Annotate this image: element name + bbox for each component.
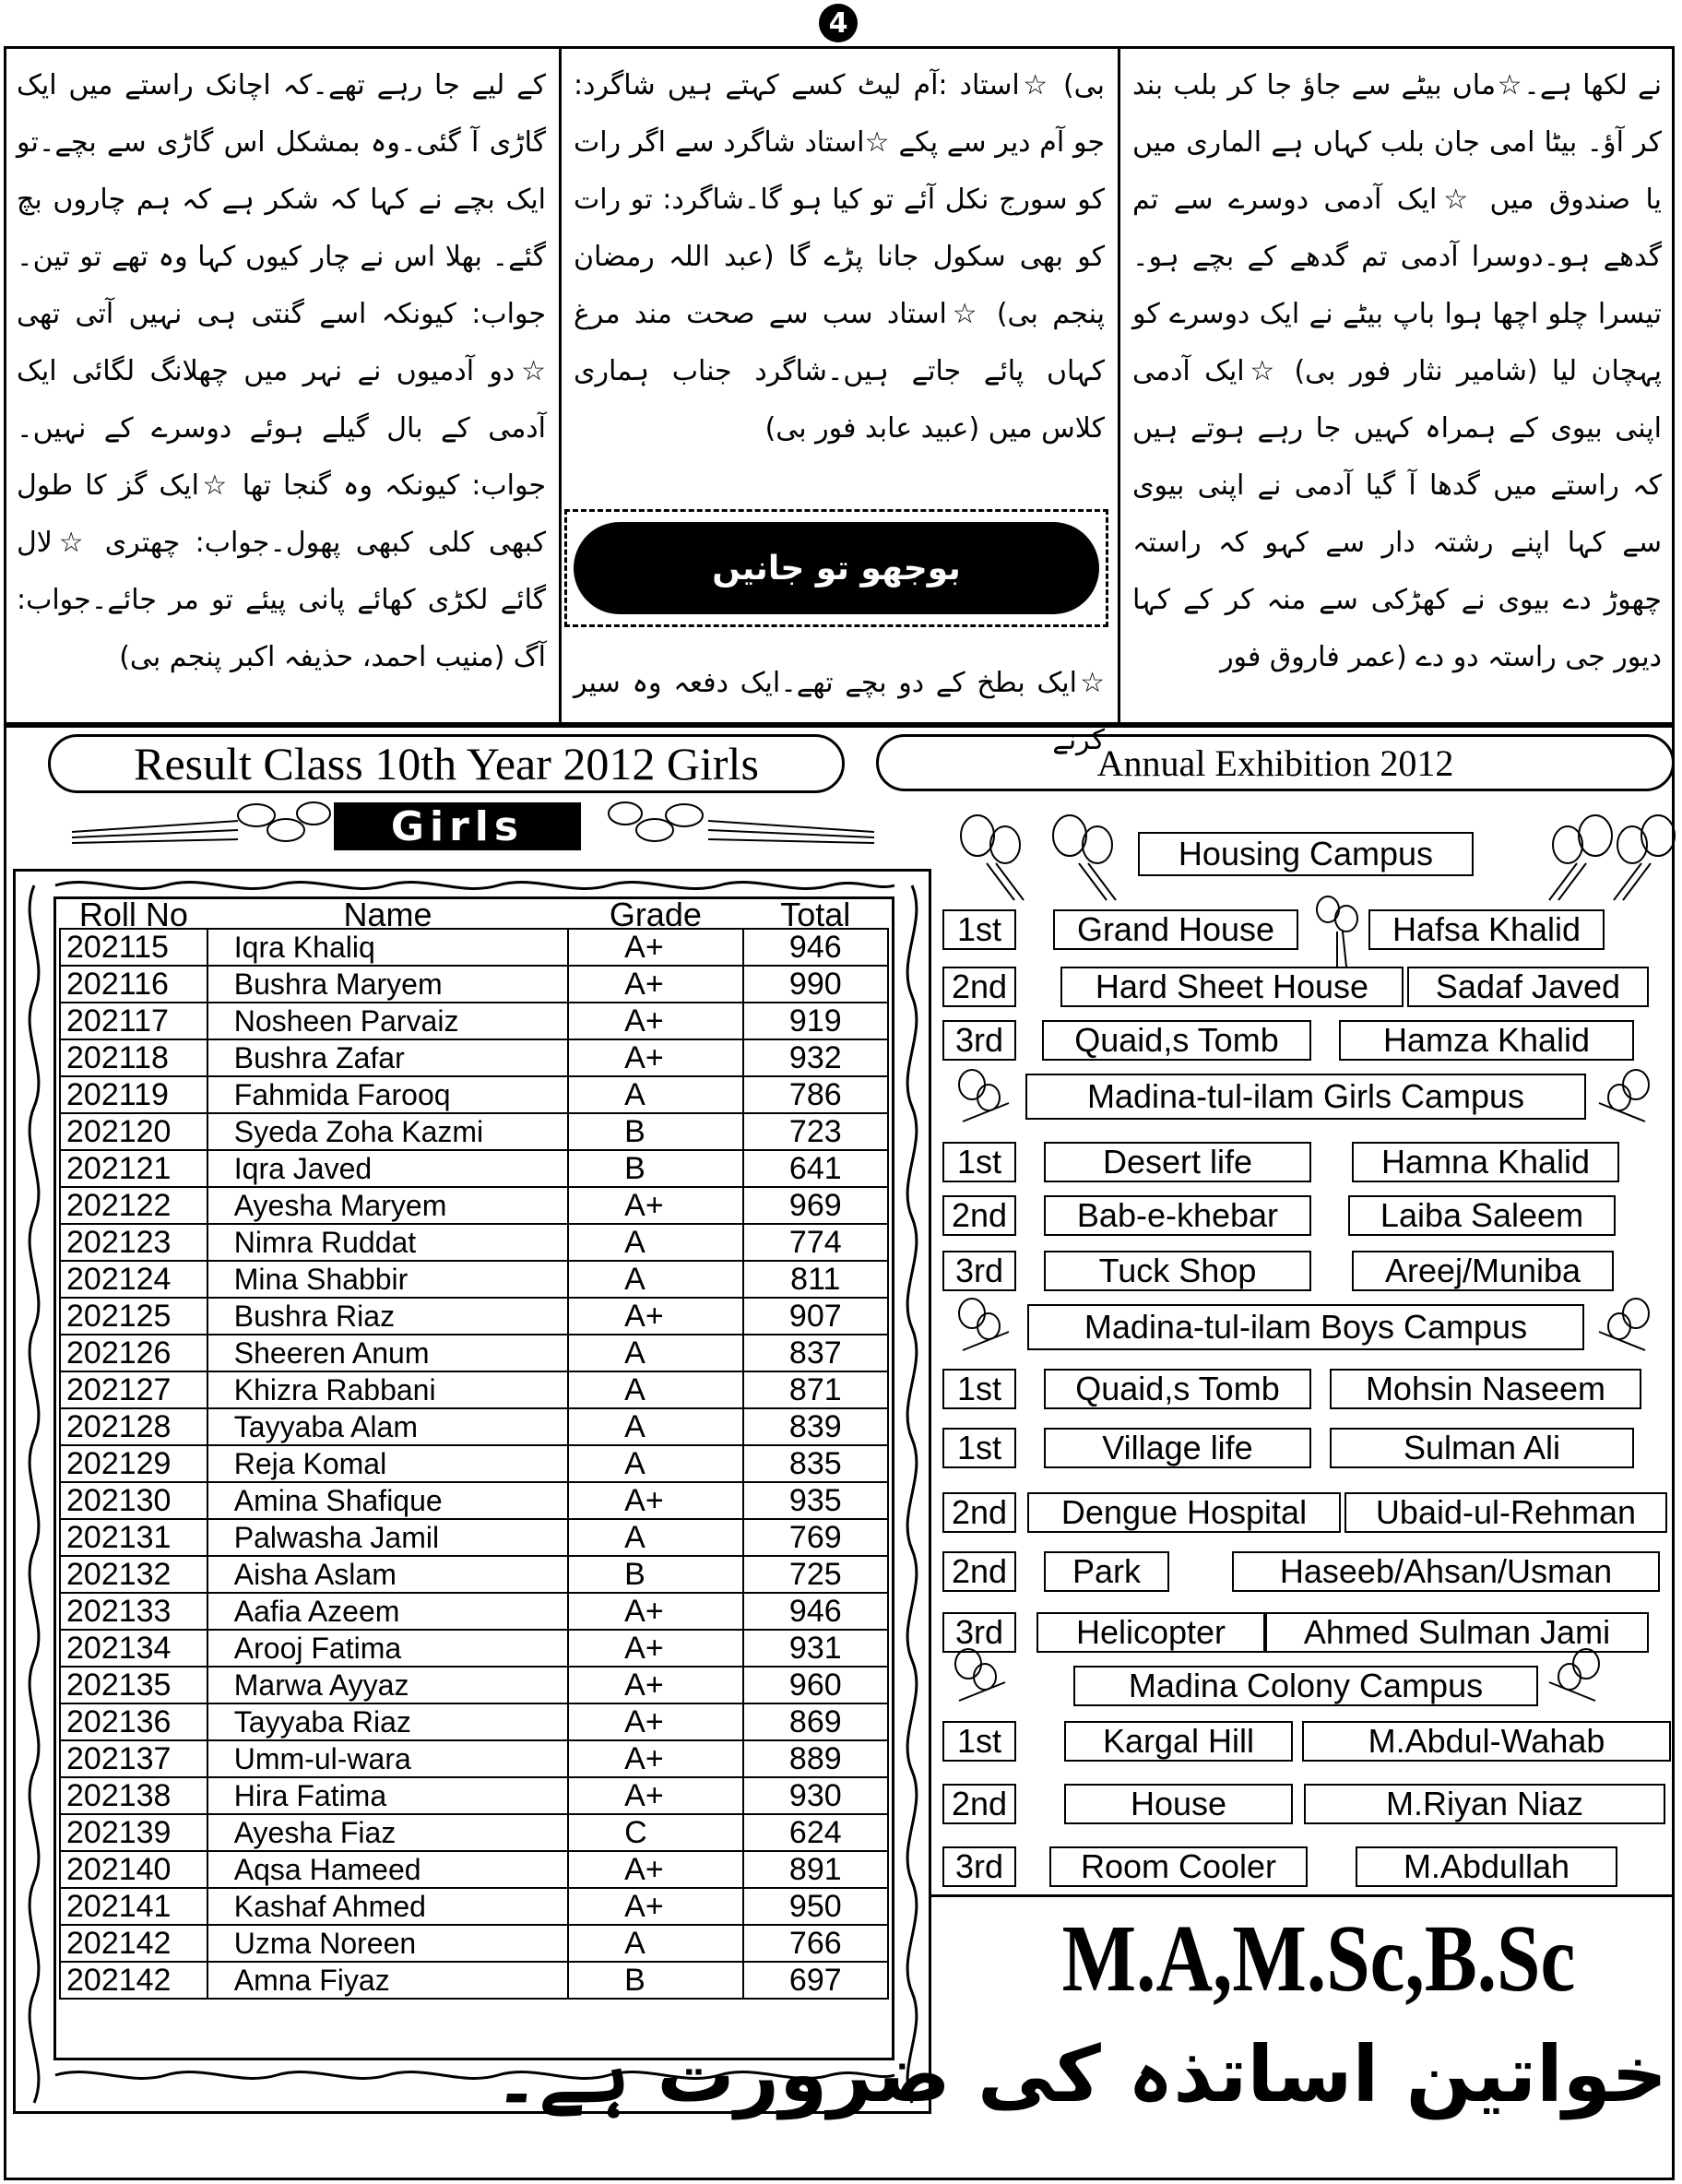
total-cell: 624 <box>743 1814 888 1851</box>
student-name-cell: Nimra Ruddat <box>207 1224 568 1261</box>
total-cell: 766 <box>743 1925 888 1962</box>
roll-no-cell: 202140 <box>60 1851 207 1888</box>
grade-cell: A+ <box>568 1187 742 1224</box>
urdu-text-middle: بی) ☆استاد :آم لیٹ کسے کہتے ہیں شاگرد: جو آم دیر سے پکے ☆استاد شاگرد سے اگر رات کو سورج نکل آئے تو کیا ہو گا۔شاگرد: تو رات کو بھی سکول جانا پڑے گا (عبد اللہ رمضان پنجم بی) ☆استاد سب سے صحت مند مرغ کہاں پائے جاتے ہیں۔شاگرد جناب ہماری کلاس میں (عبید عابد فور بی) <box>574 69 1105 445</box>
total-cell: 697 <box>743 1962 888 1999</box>
exhibition-title: Annual Exhibition 2012 <box>876 734 1675 791</box>
table-row <box>60 1703 888 1740</box>
result-table-header <box>60 902 888 929</box>
roll-no-cell: 202139 <box>60 1814 207 1851</box>
roll-no-cell: 202117 <box>60 1003 207 1039</box>
roll-no-cell: 202141 <box>60 1888 207 1925</box>
total-cell: 811 <box>743 1261 888 1298</box>
total-cell: 930 <box>743 1777 888 1814</box>
grade-cell: A+ <box>568 1039 742 1076</box>
roll-no-cell: 202133 <box>60 1593 207 1630</box>
rank-badge: 3rd <box>942 1612 1016 1653</box>
project-name: Tuck Shop <box>1044 1251 1311 1291</box>
grade-cell: A <box>568 1076 742 1113</box>
roll-no-cell: 202128 <box>60 1408 207 1445</box>
urdu-text-right: نے لکھا ہے۔☆ماں بیٹے سے جاؤ جا کر بلب بند کر آؤ۔ بیٹا امی جان بلب کہاں ہے الماری میں یا صندوق میں ☆ایک آدمی دوسرے سے تم گدھے ہو۔دوسرا آدمی تم گدھے کے بچے ہو۔تیسرا چلو اچھا ہوا باپ بیٹے نے ایک دوسرے کو پہچان لیا (شامیر نثار فور بی) ☆ایک آدمی اپنی بیوی کے ہمراہ کہیں جا رہے ہوتے ہیں کہ راستے میں گدھا آ گیا آدمی نے اپنی بیوی سے کہا اپنے رشتہ دار سے کہو کہ راستہ چھوڑ دے بیوی نے کھڑکی سے منہ کر کے کہا دیور جی راستہ دو دے (عمر فاروق فور <box>1132 69 1662 673</box>
student-name-cell: Arooj Fatima <box>207 1630 568 1667</box>
student-name: Sulman Ali <box>1330 1428 1634 1468</box>
total-cell: 871 <box>743 1371 888 1408</box>
table-row <box>60 1777 888 1814</box>
urdu-column-middle <box>564 53 1114 505</box>
total-cell: 769 <box>743 1519 888 1556</box>
grade-cell: B <box>568 1962 742 1999</box>
table-row <box>60 1888 888 1925</box>
roll-no-cell: 202121 <box>60 1150 207 1187</box>
table-row <box>60 1445 888 1482</box>
project-name: Quaid,s Tomb <box>1044 1369 1311 1409</box>
student-name-cell: Kashaf Ahmed <box>207 1888 568 1925</box>
campus-boys: Madina-tul-ilam Boys Campus <box>1027 1304 1584 1350</box>
project-name: Kargal Hill <box>1064 1721 1293 1762</box>
grade-cell: A+ <box>568 1482 742 1519</box>
project-name: Village life <box>1044 1428 1311 1468</box>
roll-no-cell: 202132 <box>60 1556 207 1593</box>
flower-decoration-icon <box>1309 895 1365 968</box>
total-cell: 723 <box>743 1113 888 1150</box>
total-cell: 907 <box>743 1298 888 1335</box>
result-table <box>59 896 889 2000</box>
total-cell: 946 <box>743 929 888 966</box>
table-row <box>60 1482 888 1519</box>
grade-cell: A+ <box>568 1888 742 1925</box>
student-name-cell: Mina Shabbir <box>207 1261 568 1298</box>
table-row <box>60 966 888 1003</box>
total-cell: 891 <box>743 1851 888 1888</box>
roll-no-cell: 202135 <box>60 1667 207 1703</box>
project-name: Bab-e-khebar <box>1044 1195 1311 1236</box>
grade-cell: A <box>568 1519 742 1556</box>
roll-no-cell: 202137 <box>60 1740 207 1777</box>
roll-no-cell: 202115 <box>60 929 207 966</box>
project-name: Desert life <box>1044 1142 1311 1182</box>
grade-cell: A+ <box>568 1298 742 1335</box>
table-row <box>60 1851 888 1888</box>
student-name: Hafsa Khalid <box>1368 909 1605 950</box>
student-name: M.Abdul-Wahab <box>1302 1721 1671 1762</box>
student-name: Hamna Khalid <box>1352 1142 1619 1182</box>
student-name: Laiba Saleem <box>1348 1195 1616 1236</box>
rank-badge: 3rd <box>942 1251 1016 1291</box>
girls-banner: Girls <box>334 802 581 850</box>
project-name: Helicopter <box>1036 1612 1265 1653</box>
table-row <box>60 1593 888 1630</box>
roll-no-cell: 202134 <box>60 1630 207 1667</box>
student-name: Mohsin Naseem <box>1330 1369 1641 1409</box>
total-cell: 837 <box>743 1335 888 1371</box>
grade-cell: A+ <box>568 1003 742 1039</box>
project-name: Grand House <box>1053 909 1298 950</box>
table-row <box>60 929 888 966</box>
grade-cell: A+ <box>568 1740 742 1777</box>
student-name: Sadaf Javed <box>1407 967 1649 1007</box>
student-name-cell: Aafia Azeem <box>207 1593 568 1630</box>
grade-cell: A <box>568 1408 742 1445</box>
grade-cell: C <box>568 1814 742 1851</box>
table-row <box>60 1371 888 1408</box>
student-name-cell: Palwasha Jamil <box>207 1519 568 1556</box>
roll-no-cell: 202118 <box>60 1039 207 1076</box>
rank-badge: 3rd <box>942 1846 1016 1887</box>
table-row <box>60 1003 888 1039</box>
grade-cell: B <box>568 1556 742 1593</box>
student-name-cell: Aisha Aslam <box>207 1556 568 1593</box>
total-cell: 835 <box>743 1445 888 1482</box>
roll-no-cell: 202129 <box>60 1445 207 1482</box>
grade-cell: A <box>568 1445 742 1482</box>
total-cell: 786 <box>743 1076 888 1113</box>
student-name-cell: Marwa Ayyaz <box>207 1667 568 1703</box>
table-row <box>60 1519 888 1556</box>
student-name: Ahmed Sulman Jami <box>1265 1612 1649 1653</box>
table-row <box>60 1740 888 1777</box>
bujho-banner: بوجھو تو جانیں <box>574 522 1099 614</box>
student-name-cell: Bushra Maryem <box>207 966 568 1003</box>
grade-cell: A+ <box>568 966 742 1003</box>
grade-cell: A <box>568 1261 742 1298</box>
urdu-column-middle-bottom <box>564 651 1114 756</box>
total-cell: 889 <box>743 1740 888 1777</box>
student-name-cell: Amina Shafique <box>207 1482 568 1519</box>
student-name: Areej/Muniba <box>1352 1251 1614 1291</box>
total-cell: 931 <box>743 1630 888 1667</box>
table-row <box>60 1630 888 1667</box>
total-cell: 725 <box>743 1556 888 1593</box>
table-row <box>60 1187 888 1224</box>
header-grade: Grade <box>609 896 702 933</box>
table-row <box>60 1039 888 1076</box>
student-name-cell: Syeda Zoha Kazmi <box>207 1113 568 1150</box>
campus-girls: Madina-tul-ilam Girls Campus <box>1025 1074 1586 1120</box>
grade-cell: A+ <box>568 1667 742 1703</box>
roll-no-cell: 202136 <box>60 1703 207 1740</box>
roll-no-cell: 202142 <box>60 1925 207 1962</box>
grade-cell: A+ <box>568 1777 742 1814</box>
roll-no-cell: 202131 <box>60 1519 207 1556</box>
header-name: Name <box>343 896 432 933</box>
column-divider <box>1118 46 1120 725</box>
total-cell: 960 <box>743 1667 888 1703</box>
ad-urdu-text: خواتین اساتذہ کی ضرورت ہے۔ <box>493 2029 1667 2119</box>
table-row <box>60 1113 888 1150</box>
rank-badge: 2nd <box>942 1551 1016 1592</box>
table-row <box>60 1076 888 1113</box>
roll-no-cell: 202138 <box>60 1777 207 1814</box>
urdu-column-right <box>1123 53 1671 718</box>
rank-badge: 1st <box>942 1142 1016 1182</box>
table-row <box>60 1962 888 1999</box>
result-title: Result Class 10th Year 2012 Girls <box>48 734 845 793</box>
section-divider <box>930 1894 1675 1897</box>
total-cell: 641 <box>743 1150 888 1187</box>
rank-badge: 2nd <box>942 967 1016 1007</box>
roll-no-cell: 202119 <box>60 1076 207 1113</box>
table-row <box>60 1408 888 1445</box>
roll-no-cell: 202142 <box>60 1962 207 1999</box>
table-row <box>60 1224 888 1261</box>
urdu-text-left: کے لیے جا رہے تھے۔کہ اچانک راستے میں ایک گاڑی آ گئی۔وہ بمشکل اس گاڑی سے بچے۔تو ایک بچے نے کہا کہ شکر ہے کہ ہم چاروں بچ گئے۔ بھلا اس نے چار کیوں کہا وہ تھے تو تین۔جواب: کیونکہ اسے گنتی ہی نہیں آتی تھی ☆دو آدمیوں نے نہر میں چھلانگ لگائی ایک آدمی کے بال گیلے ہوئے دوسرے کے نہیں۔جواب: کیونکہ وہ گنجا تھا ☆ایک گز کا طول کبھی کلی کبھی پھول۔جواب: چھتری ☆لال گائے لکڑی کھائے پانی پیئے تو مر جائے۔جواب: آگ (منیب احمد، حذیفہ اکبر پنجم بی) <box>17 69 546 673</box>
vine-border-top-icon <box>55 874 894 896</box>
roll-no-cell: 202122 <box>60 1187 207 1224</box>
grade-cell: A <box>568 1335 742 1371</box>
grade-cell: B <box>568 1113 742 1150</box>
total-cell: 990 <box>743 966 888 1003</box>
student-name-cell: Hira Fatima <box>207 1777 568 1814</box>
rank-badge: 2nd <box>942 1492 1016 1533</box>
student-name-cell: Khizra Rabbani <box>207 1371 568 1408</box>
student-name-cell: Amna Fiyaz <box>207 1962 568 1999</box>
student-name-cell: Sheeren Anum <box>207 1335 568 1371</box>
campus-colony: Madina Colony Campus <box>1073 1666 1538 1706</box>
urdu-text-middle-bottom: ☆ایک بطخ کے دو بچے تھے۔ایک دفعہ وہ سیر کرنے <box>574 667 1105 756</box>
table-row <box>60 1150 888 1187</box>
grade-cell: A+ <box>568 1851 742 1888</box>
roll-no-cell: 202123 <box>60 1224 207 1261</box>
rank-badge: 2nd <box>942 1195 1016 1236</box>
grade-cell: A <box>568 1224 742 1261</box>
student-name: Hamza Khalid <box>1339 1020 1634 1061</box>
student-name-cell: Reja Komal <box>207 1445 568 1482</box>
vine-border-left-icon <box>18 885 50 2103</box>
student-name-cell: Fahmida Farooq <box>207 1076 568 1113</box>
roll-no-cell: 202120 <box>60 1113 207 1150</box>
total-cell: 919 <box>743 1003 888 1039</box>
roll-no-cell: 202127 <box>60 1371 207 1408</box>
total-cell: 935 <box>743 1482 888 1519</box>
student-name-cell: Umm-ul-wara <box>207 1740 568 1777</box>
grade-cell: B <box>568 1150 742 1187</box>
student-name-cell: Nosheen Parvaiz <box>207 1003 568 1039</box>
student-name-cell: Iqra Khaliq <box>207 929 568 966</box>
rank-badge: 1st <box>942 1369 1016 1409</box>
student-name: M.Riyan Niaz <box>1304 1784 1665 1824</box>
total-cell: 950 <box>743 1888 888 1925</box>
roll-no-cell: 202125 <box>60 1298 207 1335</box>
rank-badge: 3rd <box>942 1020 1016 1061</box>
project-name: Park <box>1044 1551 1169 1592</box>
total-cell: 774 <box>743 1224 888 1261</box>
student-name-cell: Uzma Noreen <box>207 1925 568 1962</box>
grade-cell: A+ <box>568 1703 742 1740</box>
total-cell: 946 <box>743 1593 888 1630</box>
student-name: M.Abdullah <box>1356 1846 1617 1887</box>
rank-badge: 1st <box>942 1428 1016 1468</box>
student-name: Ubaid-ul-Rehman <box>1344 1492 1667 1533</box>
roll-no-cell: 202130 <box>60 1482 207 1519</box>
project-name: Quaid,s Tomb <box>1042 1020 1311 1061</box>
campus-housing: Housing Campus <box>1138 832 1474 876</box>
project-name: House <box>1064 1784 1293 1824</box>
urdu-column-left <box>7 53 555 718</box>
total-cell: 932 <box>743 1039 888 1076</box>
rank-badge: 2nd <box>942 1784 1016 1824</box>
roll-no-cell: 202116 <box>60 966 207 1003</box>
table-row <box>60 1556 888 1593</box>
student-name-cell: Ayesha Fiaz <box>207 1814 568 1851</box>
table-row <box>60 1261 888 1298</box>
grade-cell: A+ <box>568 929 742 966</box>
table-row <box>60 1814 888 1851</box>
header-roll-no: Roll No <box>78 896 188 933</box>
student-name-cell: Bushra Zafar <box>207 1039 568 1076</box>
total-cell: 839 <box>743 1408 888 1445</box>
student-name: Haseeb/Ahsan/Usman <box>1232 1551 1660 1592</box>
project-name: Hard Sheet House <box>1060 967 1404 1007</box>
student-name-cell: Ayesha Maryem <box>207 1187 568 1224</box>
table-row <box>60 1667 888 1703</box>
grade-cell: A+ <box>568 1630 742 1667</box>
grade-cell: A <box>568 1371 742 1408</box>
project-name: Dengue Hospital <box>1027 1492 1341 1533</box>
roll-no-cell: 202126 <box>60 1335 207 1371</box>
grade-cell: A <box>568 1925 742 1962</box>
student-name-cell: Bushra Riaz <box>207 1298 568 1335</box>
vine-border-right-icon <box>896 885 928 2103</box>
table-row <box>60 1335 888 1371</box>
student-name-cell: Iqra Javed <box>207 1150 568 1187</box>
rank-badge: 1st <box>942 1721 1016 1762</box>
project-name: Room Cooler <box>1049 1846 1308 1887</box>
column-divider <box>559 46 562 725</box>
page-number: 4 <box>819 4 858 42</box>
header-total: Total <box>780 896 851 933</box>
student-name-cell: Tayyaba Riaz <box>207 1703 568 1740</box>
rank-badge: 1st <box>942 909 1016 950</box>
student-name-cell: Aqsa Hameed <box>207 1851 568 1888</box>
table-row <box>60 1925 888 1962</box>
table-row <box>60 1298 888 1335</box>
student-name-cell: Tayyaba Alam <box>207 1408 568 1445</box>
total-cell: 969 <box>743 1187 888 1224</box>
roll-no-cell: 202124 <box>60 1261 207 1298</box>
total-cell: 869 <box>743 1703 888 1740</box>
grade-cell: A+ <box>568 1593 742 1630</box>
ad-qualifications: M.A,M.Sc,B.Sc <box>1061 1905 1576 2012</box>
